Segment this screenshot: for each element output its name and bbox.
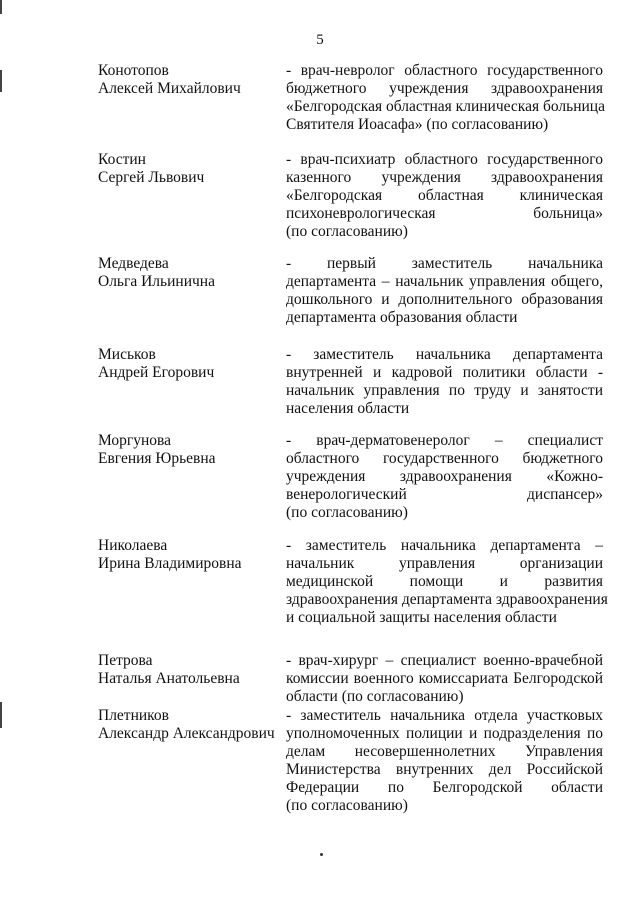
role-line: (по согласованию): [286, 797, 408, 814]
role-line: - врач-психиатр областного государственного: [286, 151, 603, 168]
role-line: «Белгородская областная клиническая больница: [286, 98, 605, 115]
page-number: 5: [316, 32, 324, 48]
role-line: - заместитель начальника департамента: [286, 346, 603, 363]
member-name: Петрова Наталья Анатольевна: [98, 652, 240, 687]
role-line: департамента – начальник управления общего,: [286, 273, 603, 290]
role-line: - врач-дерматовенеролог – специалист: [286, 432, 603, 449]
member-name: Плетников Александр Александрович: [98, 707, 275, 742]
member-name: Конотопов Алексей Михайлович: [98, 62, 241, 97]
role-line: департамента образования области: [286, 309, 518, 326]
member-role: [286, 652, 603, 706]
role-line: (по согласованию): [286, 223, 408, 240]
role-line: - заместитель начальника отдела участковых: [286, 707, 603, 724]
role-line: казенного учреждения здравоохранения: [286, 169, 603, 186]
margin-mark: [0, 0, 2, 14]
role-line: Святителя Иоасафа» (по согласованию): [286, 116, 549, 133]
role-line: - заместитель начальника департамента –: [286, 537, 603, 554]
margin-mark: [0, 702, 2, 728]
role-line: Федерации по Белгородской области: [286, 779, 603, 796]
role-line: дошкольного и дополнительного образования: [286, 291, 603, 308]
member-role: [286, 707, 603, 815]
role-line: учреждения здравоохранения «Кожно-: [286, 468, 603, 485]
role-line: «Белгородская областная клиническая: [286, 187, 603, 204]
role-line: медицинской помощи и развития: [286, 573, 603, 590]
role-line: - первый заместитель начальника: [286, 255, 603, 272]
member-name: Медведева Ольга Ильинична: [98, 255, 215, 290]
role-line: венерологический диспансер»: [286, 486, 603, 503]
role-line: и социальной защиты населения области: [286, 609, 557, 626]
member-role: [286, 537, 608, 627]
margin-mark: [0, 70, 2, 92]
role-line: начальник управления по труду и занятости: [286, 382, 603, 399]
role-line: - врач-невролог областного государственного: [286, 62, 603, 79]
role-line: области (по согласованию): [286, 688, 464, 705]
member-role: [286, 346, 603, 418]
member-name: Миськов Андрей Егорович: [98, 346, 215, 381]
role-line: внутренней и кадровой политики области -: [286, 364, 603, 381]
role-line: - врач-хирург – специалист военно-врачебной: [286, 652, 603, 669]
scan-speck: [320, 853, 323, 856]
role-line: здравоохранения департамента здравоохранения: [286, 591, 608, 608]
role-line: делам несовершеннолетних Управления: [286, 743, 603, 760]
role-line: психоневрологическая больница»: [286, 205, 603, 222]
role-line: начальник управления организации: [286, 555, 603, 572]
role-line: (по согласованию): [286, 504, 408, 521]
member-role: [286, 255, 603, 327]
role-line: бюджетного учреждения здравоохранения: [286, 80, 603, 97]
role-line: населения области: [286, 400, 410, 417]
role-line: уполномоченных полиции и подразделения по: [286, 725, 603, 742]
role-line: Министерства внутренних дел Российской: [286, 761, 603, 778]
member-name: Моргунова Евгения Юрьевна: [98, 432, 216, 467]
role-line: комиссии военного комиссариата Белгородской: [286, 670, 603, 687]
member-name: Костин Сергей Львович: [98, 151, 205, 186]
member-role: [286, 432, 603, 522]
member-name: Николаева Ирина Владимировна: [98, 537, 242, 572]
member-role: [286, 151, 603, 241]
role-line: областного государственного бюджетного: [286, 450, 603, 467]
member-role: [286, 62, 603, 134]
